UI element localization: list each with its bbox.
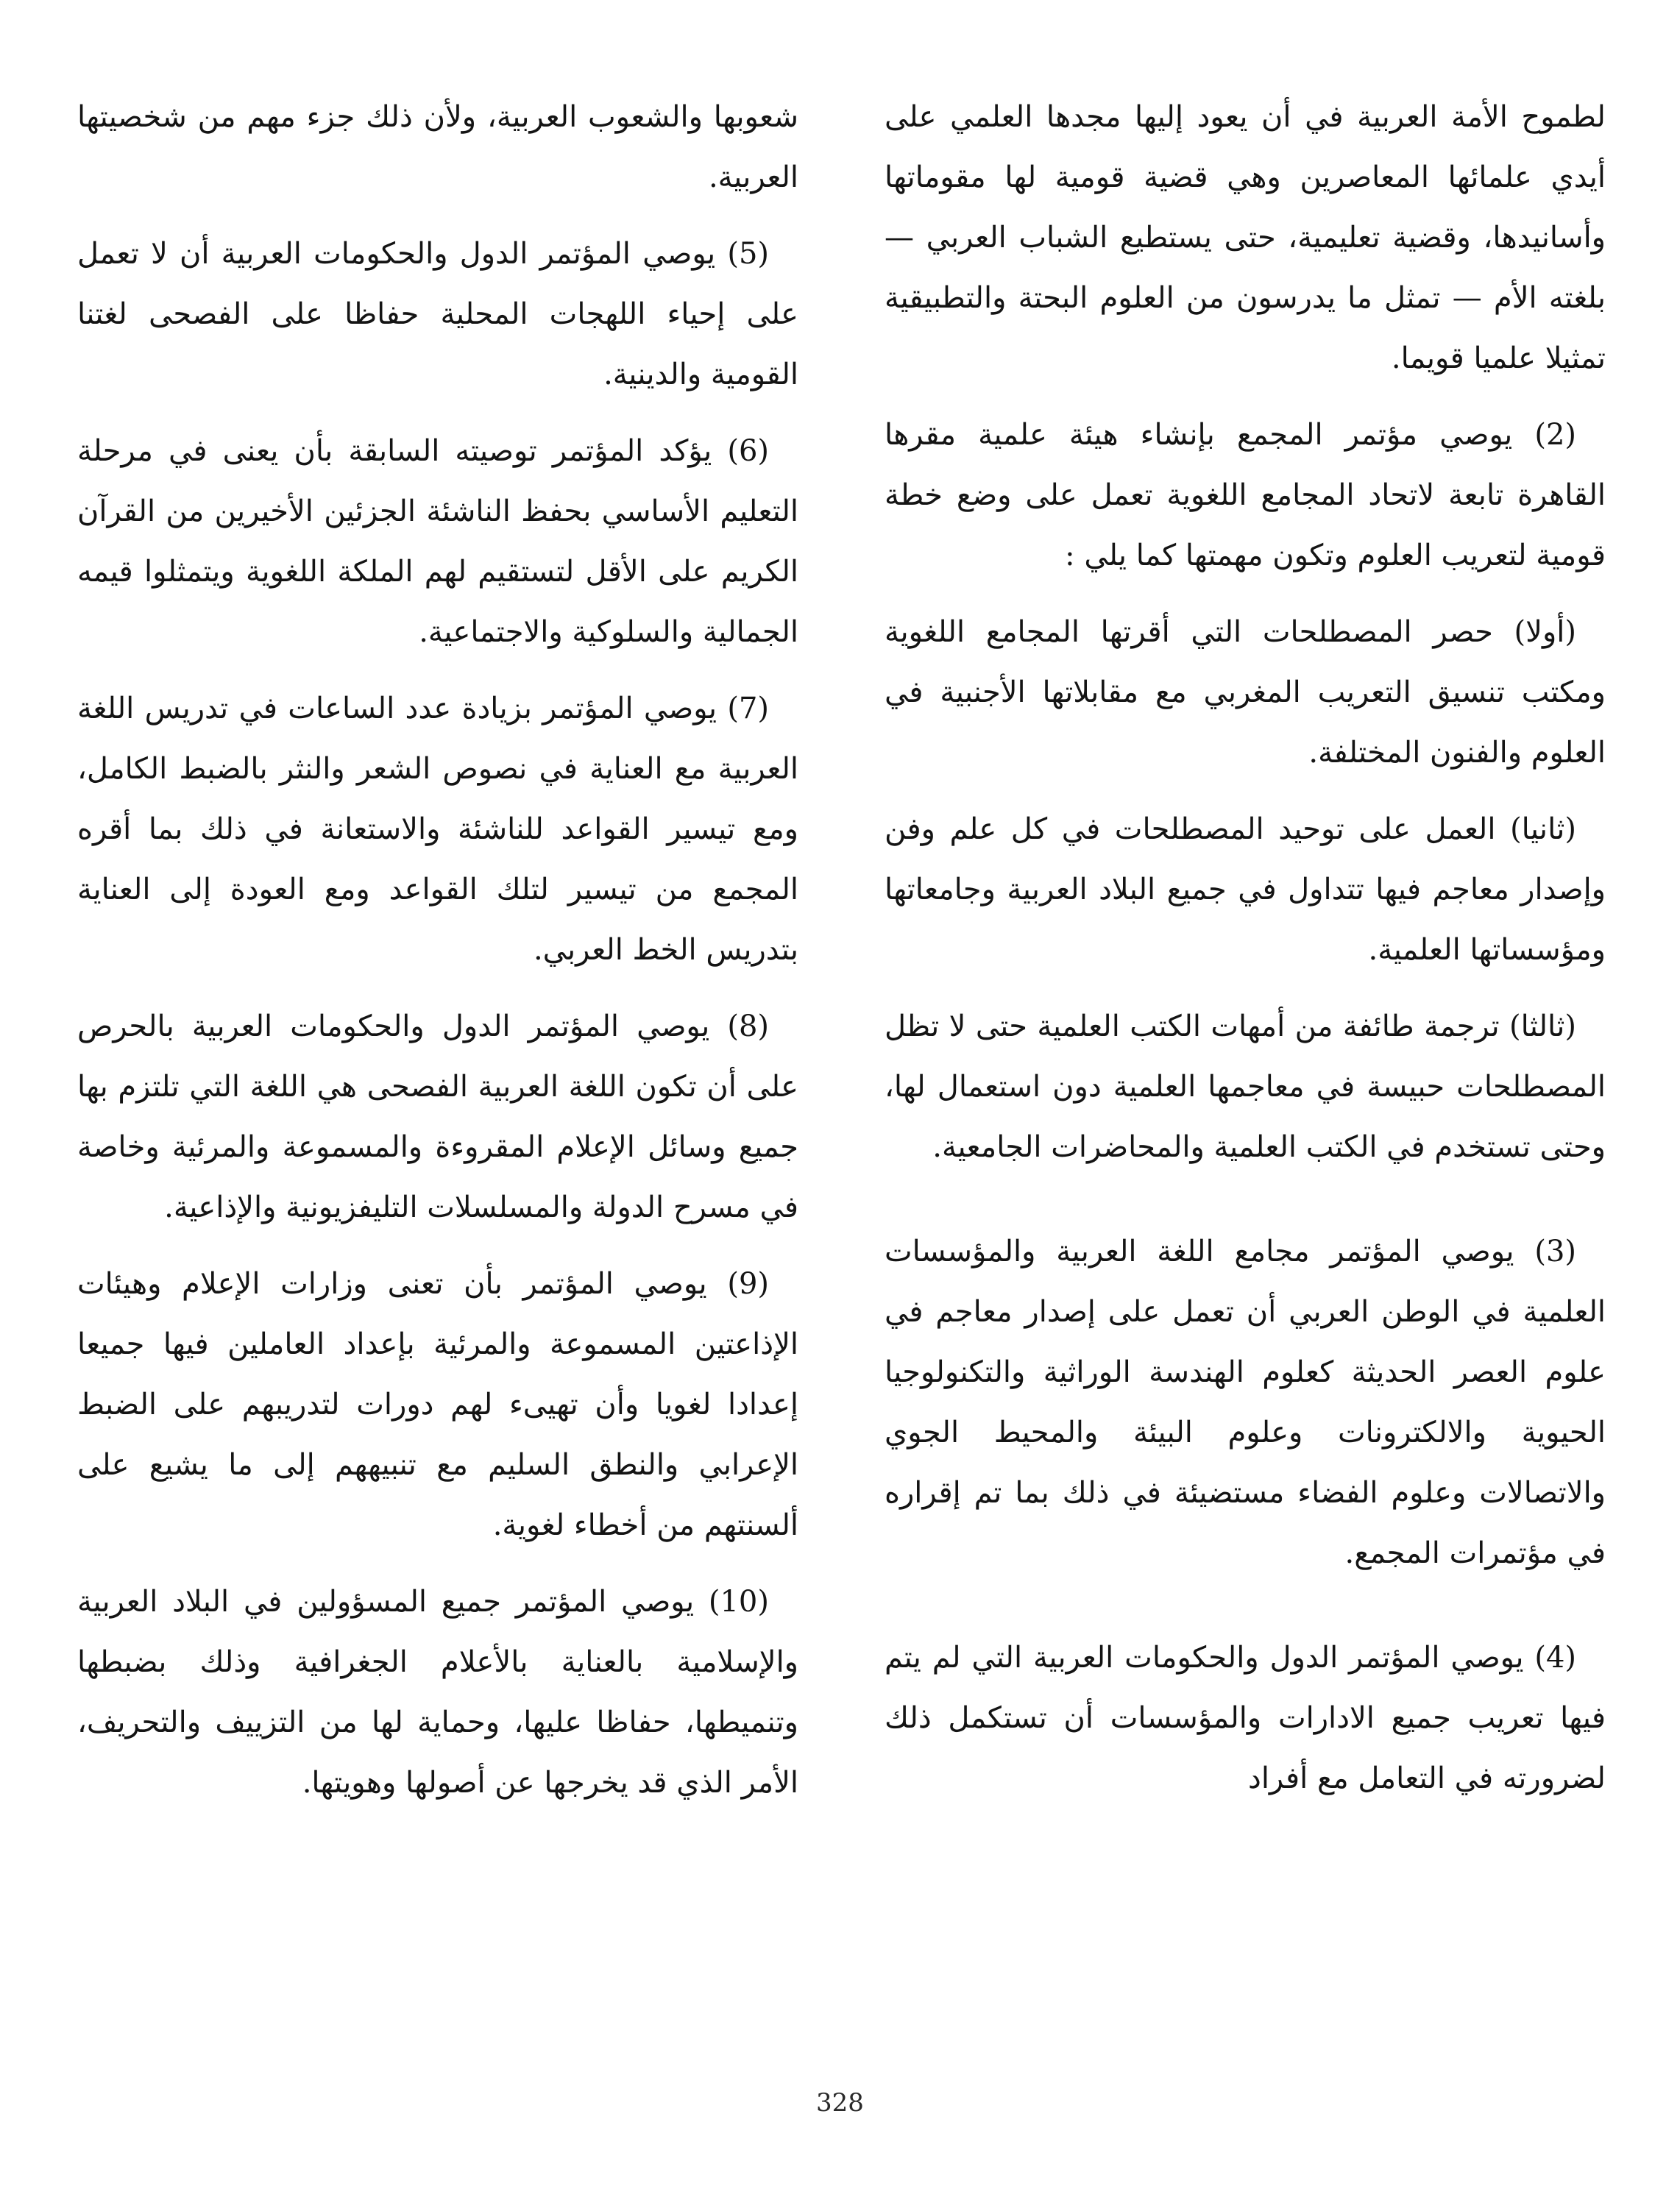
paragraph-intro-continued: لطموح الأمة العربية في أن يعود إليها مجدها العلمي على أيدي علمائها المعاصرين وهي قضية قومية لها مقوماتها وأسانيدها، وقضية تعليمية، حتى يستطيع الشباب العربي — بلغته الأم — تمثل ما يدرسون من العلوم البحتة والتطبيقية تمثيلا علميا قويما. (885, 100, 1606, 375)
paragraph-recommendation-10: (10) يوصي المؤتمر جميع المسؤولين في البلاد العربية والإسلامية بالعناية بالأعلام الجغرافية وذلك بضبطها وتنميطها، حفاظا عليها، وحماية لها من التزييف والتحريف، الأمر الذي قد يخرجها عن أصولها وهويتها. (77, 1585, 798, 1800)
paragraph-recommendation-7: (7) يوصي المؤتمر بزيادة عدد الساعات في تدريس اللغة العربية مع العناية في نصوص الشعر والنثر بالضبط الكامل، ومع تيسير القواعد للناشئة والاستعانة في ذلك بما أقره المجمع من تيسير لتلك القواعد ومع العودة إلى العناية بتدريس الخط العربي. (77, 692, 798, 967)
paragraph-recommendation-8: (8) يوصي المؤتمر الدول والحكومات العربية بالحرص على أن تكون اللغة العربية الفصحى هي اللغة التي تلتزم بها جميع وسائل الإعلام المقروءة والمسموعة والمرئية وخاصة في مسرح الدولة والمسلسلات التليفزيونية والإذاعية. (77, 1009, 798, 1224)
paragraph-recommendation-4: (4) يوصي المؤتمر الدول والحكومات العربية التي لم يتم فيها تعريب جميع الادارات والمؤسسات أن تستكمل ذلك لضرورته في التعامل مع أفراد (885, 1641, 1606, 1795)
paragraph-recommendation-3: (3) يوصي المؤتمر مجامع اللغة العربية والمؤسسات العلمية في الوطن العربي أن تعمل على إصدار معاجم في علوم العصر الحديثة كعلوم الهندسة الوراثية والتكنولوجيا الحيوية والالكترونات وعلوم البيئة والمحيط الجوي والاتصالات وعلوم الفضاء مستضيئة في ذلك بما تم إقراره في مؤتمرات المجمع. (885, 1235, 1606, 1570)
paragraph-recommendation-2-third: (ثالثا) ترجمة طائفة من أمهات الكتب العلمية حتى لا تظل المصطلحات حبيسة في معاجمها العلمية دون استعمال لها، وحتى تستخدم في الكتب العلمية والمحاضرات الجامعية. (885, 1009, 1606, 1164)
page-number: 328 (816, 2088, 864, 2118)
paragraph-recommendation-2-first: (أولا) حصر المصطلحات التي أقرتها المجامع اللغوية ومكتب تنسيق التعريب المغربي مع مقابلاتها الأجنبية في العلوم والفنون المختلفة. (885, 615, 1606, 770)
paragraph-recommendation-2: (2) يوصي مؤتمر المجمع بإنشاء هيئة علمية مقرها القاهرة تابعة لاتحاد المجامع اللغوية تعمل على وضع خطة قومية لتعريب العلوم وتكون مهمتها كما يلي : (885, 418, 1606, 572)
paragraph-recommendation-4-continued: شعوبها والشعوب العربية، ولأن ذلك جزء مهم من شخصيتها العربية. (77, 100, 798, 194)
paragraph-recommendation-9: (9) يوصي المؤتمر بأن تعنى وزارات الإعلام وهيئات الإذاعتين المسموعة والمرئية بإعداد العاملين فيها جميعا إعدادا لغويا وأن تهيىء لهم دورات لتدريبهم على الضبط الإعرابي والنطق السليم مع تنبيههم إلى ما يشيع على ألسنتهم من أخطاء لغوية. (77, 1267, 798, 1542)
paragraph-recommendation-2-second: (ثانيا) العمل على توحيد المصطلحات في كل علم وفن وإصدار معاجم فيها تتداول في جميع البلاد العربية وجامعاتها ومؤسساتها العلمية. (885, 812, 1606, 967)
paragraph-recommendation-5: (5) يوصي المؤتمر الدول والحكومات العربية أن لا تعمل على إحياء اللهجات المحلية حفاظا على الفصحى لغتنا القومية والدينية. (77, 237, 798, 391)
paragraph-recommendation-6: (6) يؤكد المؤتمر توصيته السابقة بأن يعنى في مرحلة التعليم الأساسي بحفظ الناشئة الجزئين الأخيرين من القرآن الكريم على الأقل لتستقيم لهم الملكة اللغوية ويتمثلوا قيمه الجمالية والسلوكية والاجتماعية. (77, 434, 798, 649)
right-column (885, 87, 1606, 1825)
left-column (77, 87, 798, 1829)
